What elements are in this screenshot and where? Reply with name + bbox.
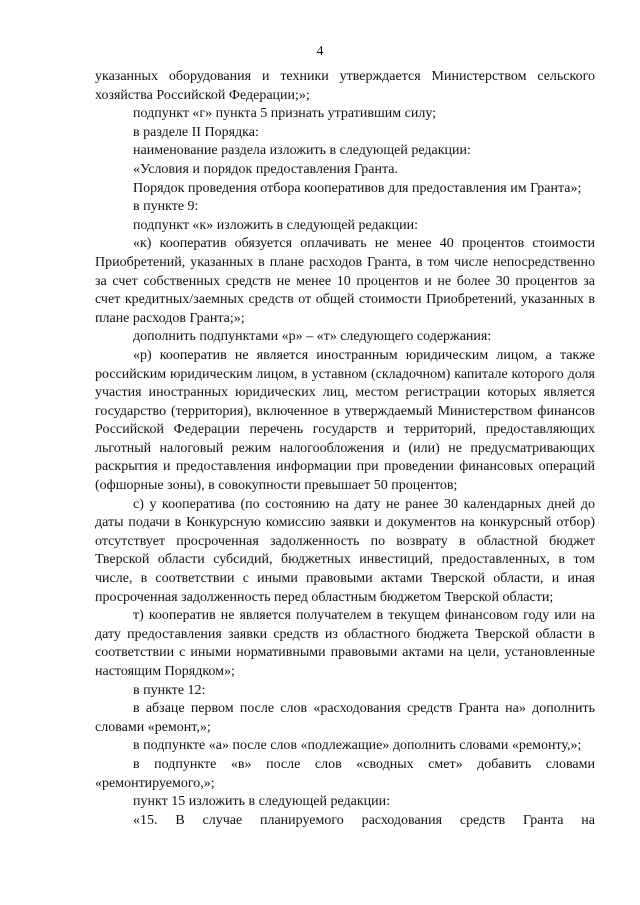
paragraph: подпункт «г» пункта 5 признать утратившим силу; [133, 106, 437, 122]
paragraph: пункт 15 изложить в следующей редакции: [133, 794, 390, 810]
paragraph: указанных оборудования и техники утверждается Министерством сельского хозяйства Российской Федерации;»; [95, 69, 595, 103]
paragraph: наименование раздела изложить в следующей редакции: [133, 143, 471, 159]
paragraph: с) у кооператива (по состоянию на дату не ранее 30 календарных дней до даты подачи в Конкурсную комиссию заявки и документов на конкурсный отбор) отсутствует просроченная задолженность по возврату в областной бюджет Тверской области субсидий, бюджетных инвестиций, предоставленных, в том числе, в соответствии с иными правовыми актами Тверской области, и иная просроченная задолженность перед областным бюджетом Тверской области; [95, 496, 595, 605]
paragraph: Порядок проведения отбора кооперативов для предоставления им Гранта»; [133, 180, 582, 196]
paragraph: дополнить подпунктами «р» – «т» следующего содержания: [133, 329, 492, 345]
paragraph: «15. В случае планируемого расходования средств Гранта на [133, 812, 595, 828]
paragraph: «р) кооператив не является иностранным юридическим лицом, а также российским юридическим лицом, в уставном (складочном) капитале которого доля участия иностранных юридических лиц, местом регистрации которых является государство (территория), включенное в утверждаемый Министерством финансов Российской Федерации перечень государств и территорий, предоставляющих льготный налоговый режим налогообложения и (или) не предусматривающих раскрытия и предоставления информации при проведении финансовых операций (офшорные зоны), в совокупности превышает 50 процентов; [95, 347, 595, 494]
paragraph: «к) кооператив обязуется оплачивать не менее 40 процентов стоимости Приобретений, указанных в плане расходов Гранта, в том числе непосредственно за счет собственных средств не менее 10 процентов и не более 30 процентов за счет кредитных/заемных средств от общей стоимости Приобретений, указанных в плане расходов Гранта;»; [95, 236, 595, 326]
paragraph: в абзаце первом после слов «расходования средств Гранта на» дополнить словами «ремонт,»; [95, 701, 595, 735]
document-body [95, 68, 595, 830]
paragraph: в пункте 12: [133, 682, 206, 698]
paragraph: «Условия и порядок предоставления Гранта. [133, 161, 399, 177]
paragraph: в подпункте «в» после слов «сводных смет» добавить словами «ремонтируемого,»; [95, 756, 595, 791]
paragraph: в подпункте «а» после слов «подлежащие» дополнить словами «ремонту,»; [133, 738, 582, 754]
paragraph: т) кооператив не является получателем в текущем финансовом году или на дату предоставления заявки средств из областного бюджета Тверской области в соответствии с иными нормативными правовыми актами на цели, установленные настоящим Порядком»; [95, 608, 595, 679]
page-number: 4 [316, 44, 324, 59]
paragraph: подпункт «к» изложить в следующей редакции: [133, 217, 419, 233]
paragraph: в разделе II Порядка: [133, 124, 259, 140]
paragraph: в пункте 9: [133, 199, 199, 215]
